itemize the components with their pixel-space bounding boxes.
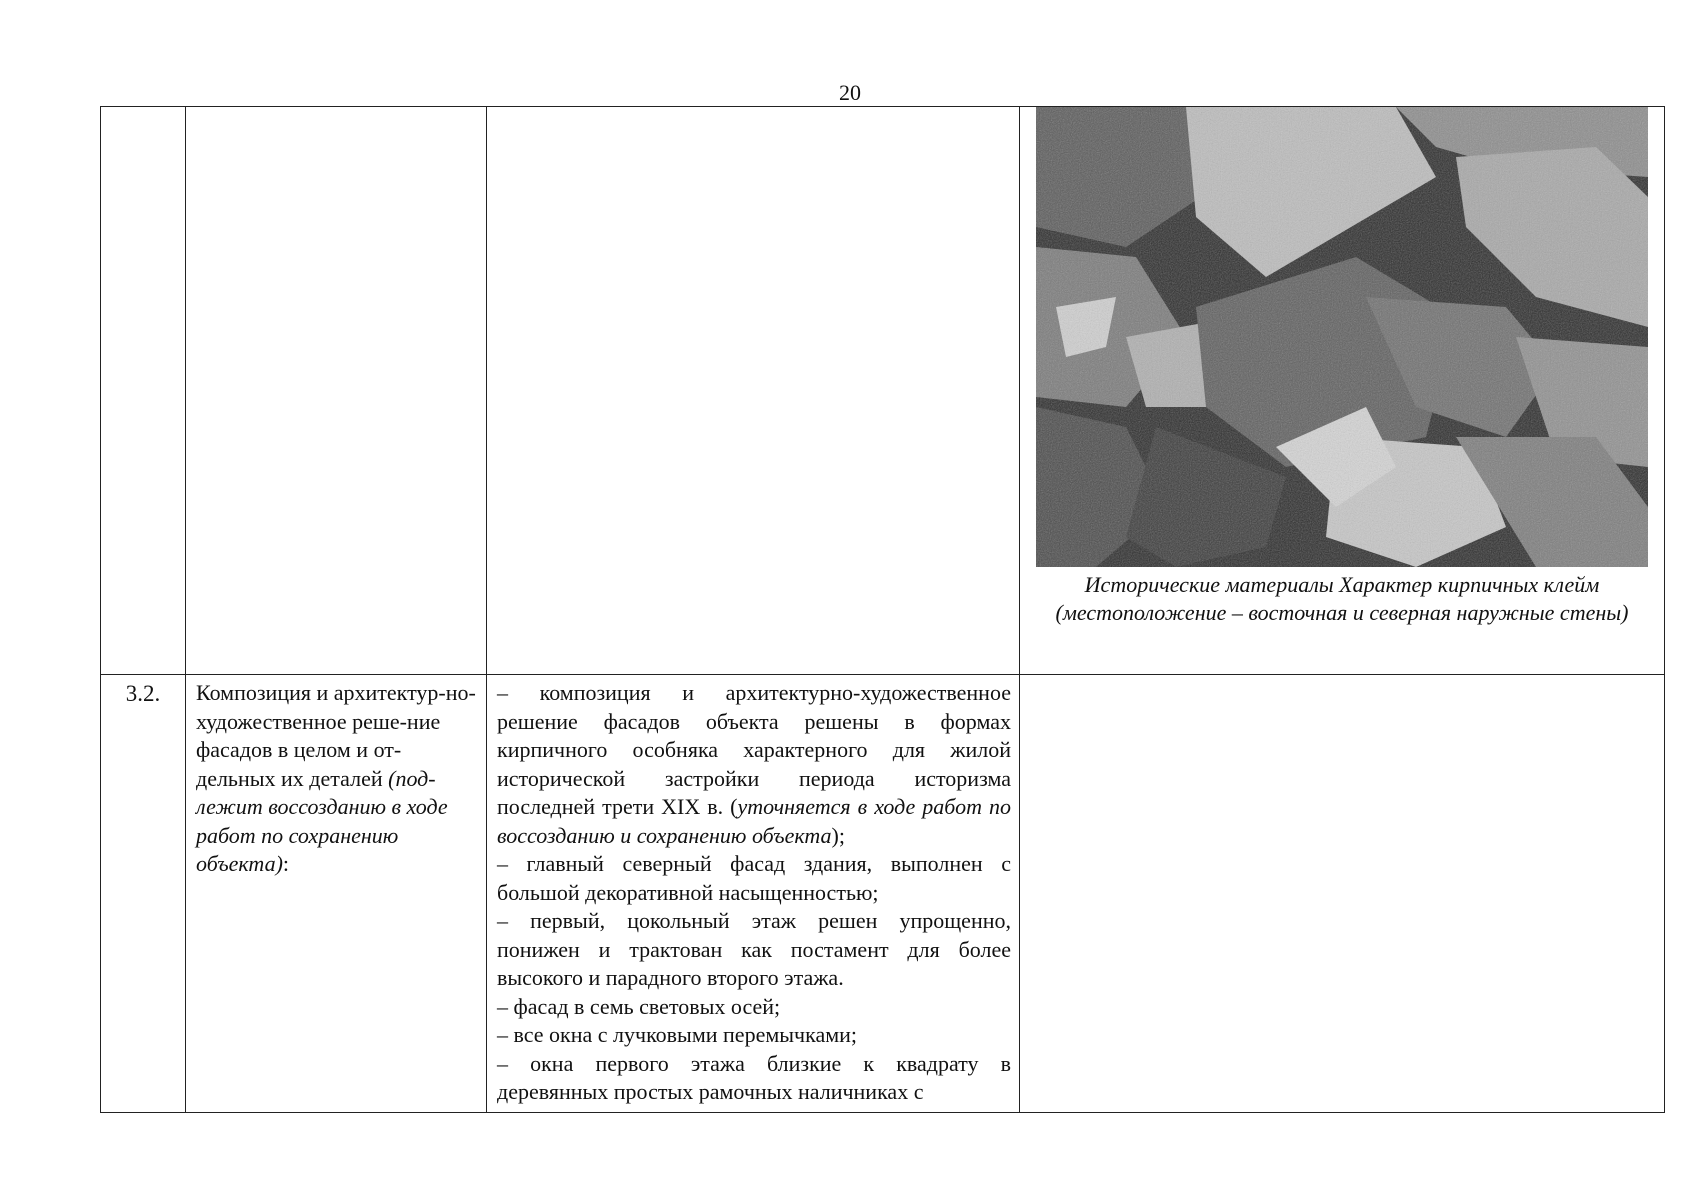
row-label-cell [186, 675, 487, 1113]
brick-fragments-photo [1036, 107, 1648, 567]
table-row [101, 107, 1665, 675]
row-description-cell [487, 107, 1020, 675]
page-number: 20 [839, 80, 861, 105]
row-label-text: Композиция и архитектур-но-художественное реше-ние фасадов в целом и от-дельных их деталей [196, 680, 476, 791]
row-description-cell [487, 675, 1020, 1113]
row-photo-cell [1020, 675, 1665, 1113]
description-item: – окна первого этажа близкие к квадрату в деревянных простых рамочных наличниках с [497, 1050, 1011, 1104]
row-photo-cell [1020, 107, 1665, 675]
description-item: – первый, цокольный этаж решен упрощенно, понижен и трактован как постамент для более высокого и парадного второго этажа. [497, 908, 1011, 990]
description-note: уточняется в ходе работ по воссозданию и сохранению объекта [497, 794, 1011, 848]
document-table [100, 106, 1665, 1113]
table-row [101, 675, 1665, 1113]
description-item: – фасад в семь световых осей; [497, 993, 781, 1019]
description-item: – главный северный фасад здания, выполнен с большой декоративной насыщенностью; [497, 851, 1011, 905]
row-label-cell [186, 107, 487, 675]
row-number-cell [101, 107, 186, 675]
row-label-end: : [282, 851, 290, 876]
description-item: – все окна с лучковыми перемычками; [497, 1022, 858, 1047]
row-label-note: (под-лежит воссозданию в ходе работ по сохранению объекта) [196, 765, 448, 876]
description-text: – композиция и архитектурно-художественное решение фасадов объекта решены в формах кирпичного особняка характерного для жилой исторической застройки периода историзма последней трети XIX в. ( [497, 680, 1011, 819]
description-paragraph [497, 679, 1011, 850]
description-text-end: ); [831, 822, 845, 848]
photo-caption: Исторические материалы Характер кирпичных клейм (местоположение – восточная и северная наружные стены) [1055, 572, 1629, 625]
row-number-cell: 3.2. [101, 675, 186, 1113]
